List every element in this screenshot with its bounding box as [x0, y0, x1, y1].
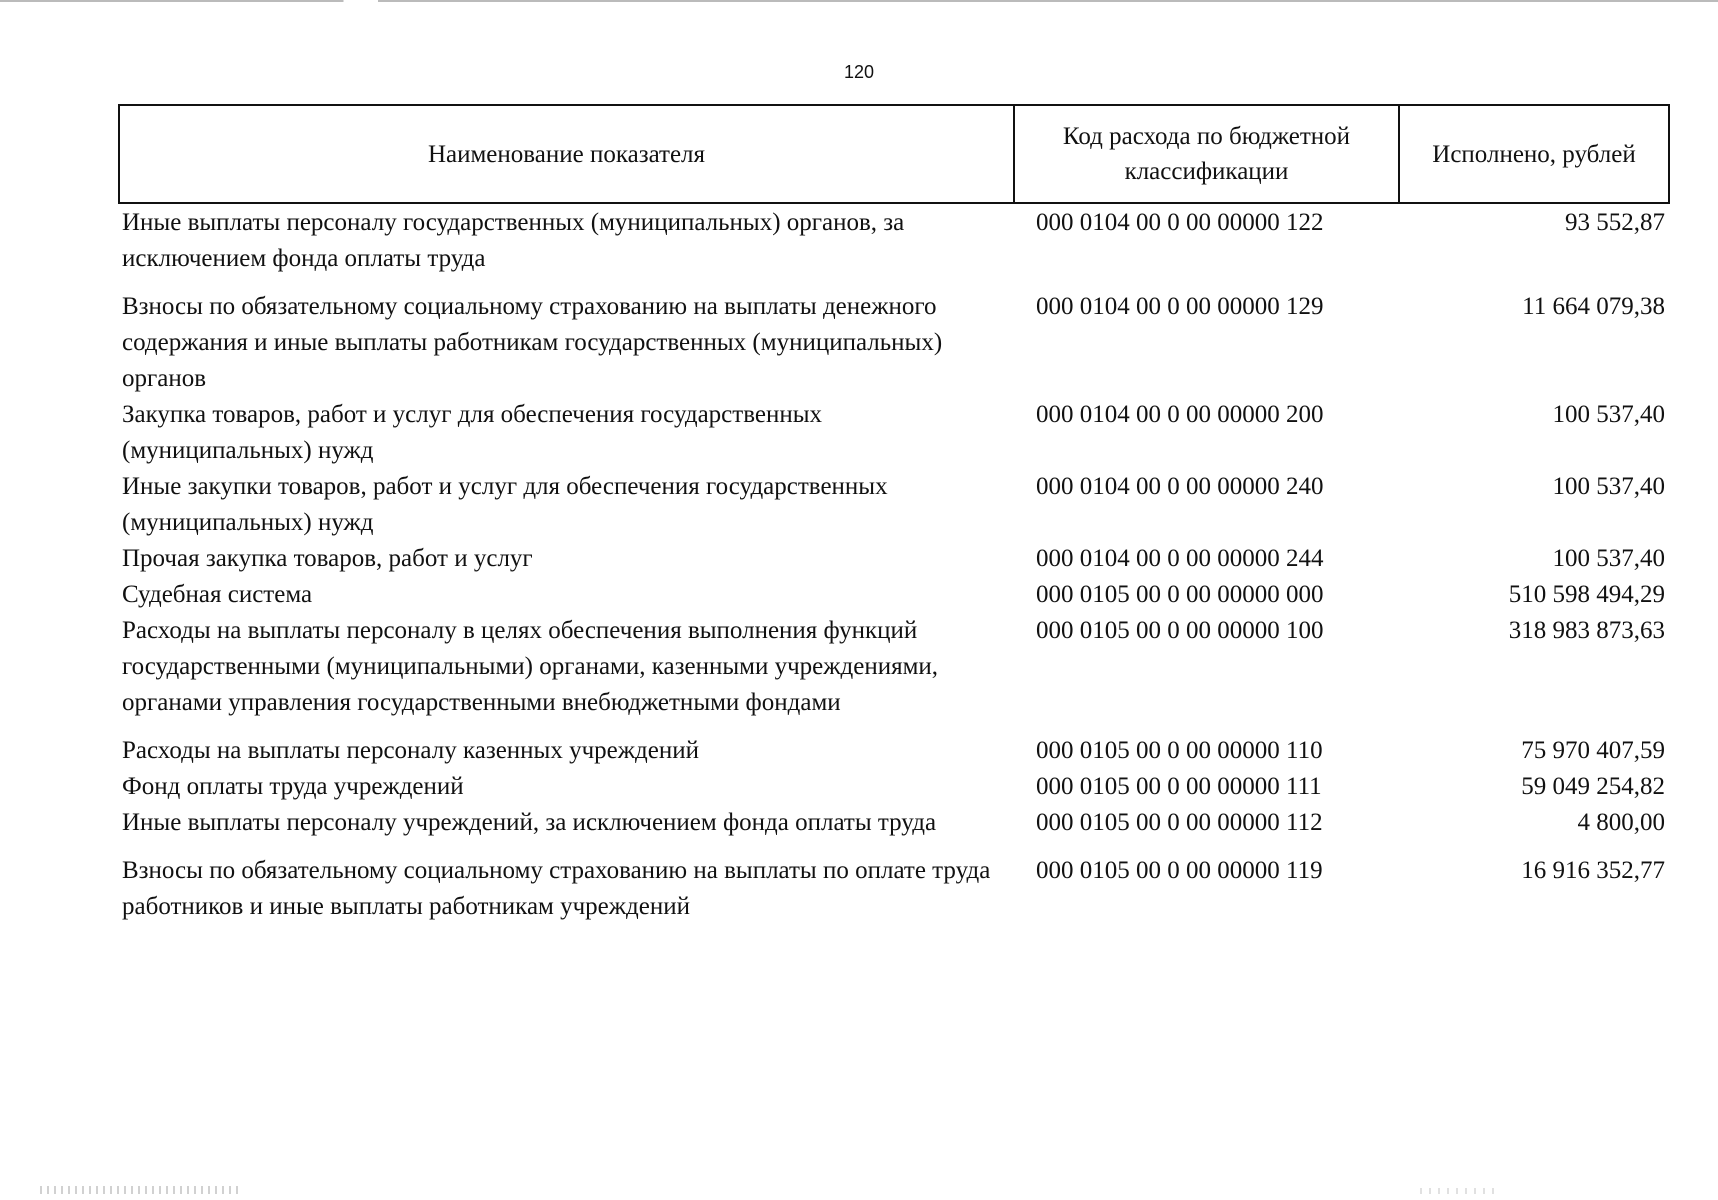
- row-amount: 59 049 254,82: [1521, 773, 1665, 800]
- row-name: Судебная система: [122, 581, 313, 608]
- row-amount: 318 983 873,63: [1508, 617, 1665, 644]
- row-name: Расходы на выплаты персоналу в целях обеспечения выполнения функций государственными (муниципальными) органами, казенными учреждениями, органами управления государственными внебюджетными фондами: [122, 617, 939, 716]
- row-name: Иные выплаты персоналу учреждений, за исключением фонда оплаты труда: [122, 809, 937, 836]
- row-code: 000 0105 00 0 00 00000 000: [1036, 581, 1324, 608]
- row-amount: 100 537,40: [1552, 473, 1665, 500]
- table-row: [118, 769, 1670, 805]
- row-amount: 4 800,00: [1577, 809, 1665, 836]
- row-name: Фонд оплаты труда учреждений: [122, 773, 464, 800]
- row-code: 000 0104 00 0 00 00000 129: [1036, 293, 1324, 320]
- row-code: 000 0105 00 0 00 00000 100: [1036, 617, 1324, 644]
- row-code: 000 0104 00 0 00 00000 240: [1036, 473, 1324, 500]
- table-row: [118, 733, 1670, 769]
- page-number: 120: [843, 62, 875, 82]
- row-name: Иные закупки товаров, работ и услуг для обеспечения государственных (муниципальных) нужд: [122, 473, 888, 536]
- header-code: Код расхода по бюджетной классификации: [1015, 106, 1400, 202]
- row-name: Взносы по обязательному социальному страхованию на выплаты по оплате труда работников и иные выплаты работникам учреждений: [122, 857, 991, 920]
- table-row: [118, 397, 1670, 469]
- row-code: 000 0104 00 0 00 00000 200: [1036, 401, 1324, 428]
- header-name: Наименование показателя: [120, 106, 1015, 202]
- table-row: [118, 205, 1670, 289]
- row-code: 000 0104 00 0 00 00000 122: [1036, 209, 1324, 236]
- row-code: 000 0105 00 0 00 00000 119: [1036, 857, 1323, 884]
- budget-execution-table: [118, 104, 1670, 925]
- table-row: [118, 577, 1670, 613]
- row-amount: 11 664 079,38: [1522, 293, 1665, 320]
- row-amount: 100 537,40: [1552, 401, 1665, 428]
- table-row: [118, 613, 1670, 733]
- table-row: [118, 853, 1670, 925]
- table-row: [118, 541, 1670, 577]
- row-code: 000 0105 00 0 00 00000 111: [1036, 773, 1322, 800]
- row-code: 000 0105 00 0 00 00000 110: [1036, 737, 1323, 764]
- row-name: Иные выплаты персоналу государственных (муниципальных) органов, за исключением фонда оплаты труда: [122, 209, 905, 272]
- row-name: Расходы на выплаты персоналу казенных учреждений: [122, 737, 699, 764]
- header-amount: Исполнено, рублей: [1432, 140, 1636, 168]
- table-header: [118, 104, 1670, 204]
- table-row: [118, 289, 1670, 397]
- row-amount: 75 970 407,59: [1521, 737, 1665, 764]
- row-amount: 16 916 352,77: [1521, 857, 1665, 884]
- row-code: 000 0104 00 0 00 00000 244: [1036, 545, 1324, 572]
- row-amount: 93 552,87: [1565, 209, 1665, 236]
- scan-noise: [1420, 1188, 1500, 1194]
- table-row: [118, 469, 1670, 541]
- row-name: Закупка товаров, работ и услуг для обеспечения государственных (муниципальных) нужд: [122, 401, 823, 464]
- row-amount: 100 537,40: [1552, 545, 1665, 572]
- scan-edge: [0, 0, 1718, 2]
- row-name: Взносы по обязательному социальному страхованию на выплаты денежного содержания и иные выплаты работникам государственных (муниципальных) органов: [122, 293, 943, 392]
- row-name: Прочая закупка товаров, работ и услуг: [122, 545, 533, 572]
- table-row: [118, 805, 1670, 853]
- scan-noise: [40, 1186, 240, 1194]
- row-amount: 510 598 494,29: [1508, 581, 1665, 608]
- row-code: 000 0105 00 0 00 00000 112: [1036, 809, 1323, 836]
